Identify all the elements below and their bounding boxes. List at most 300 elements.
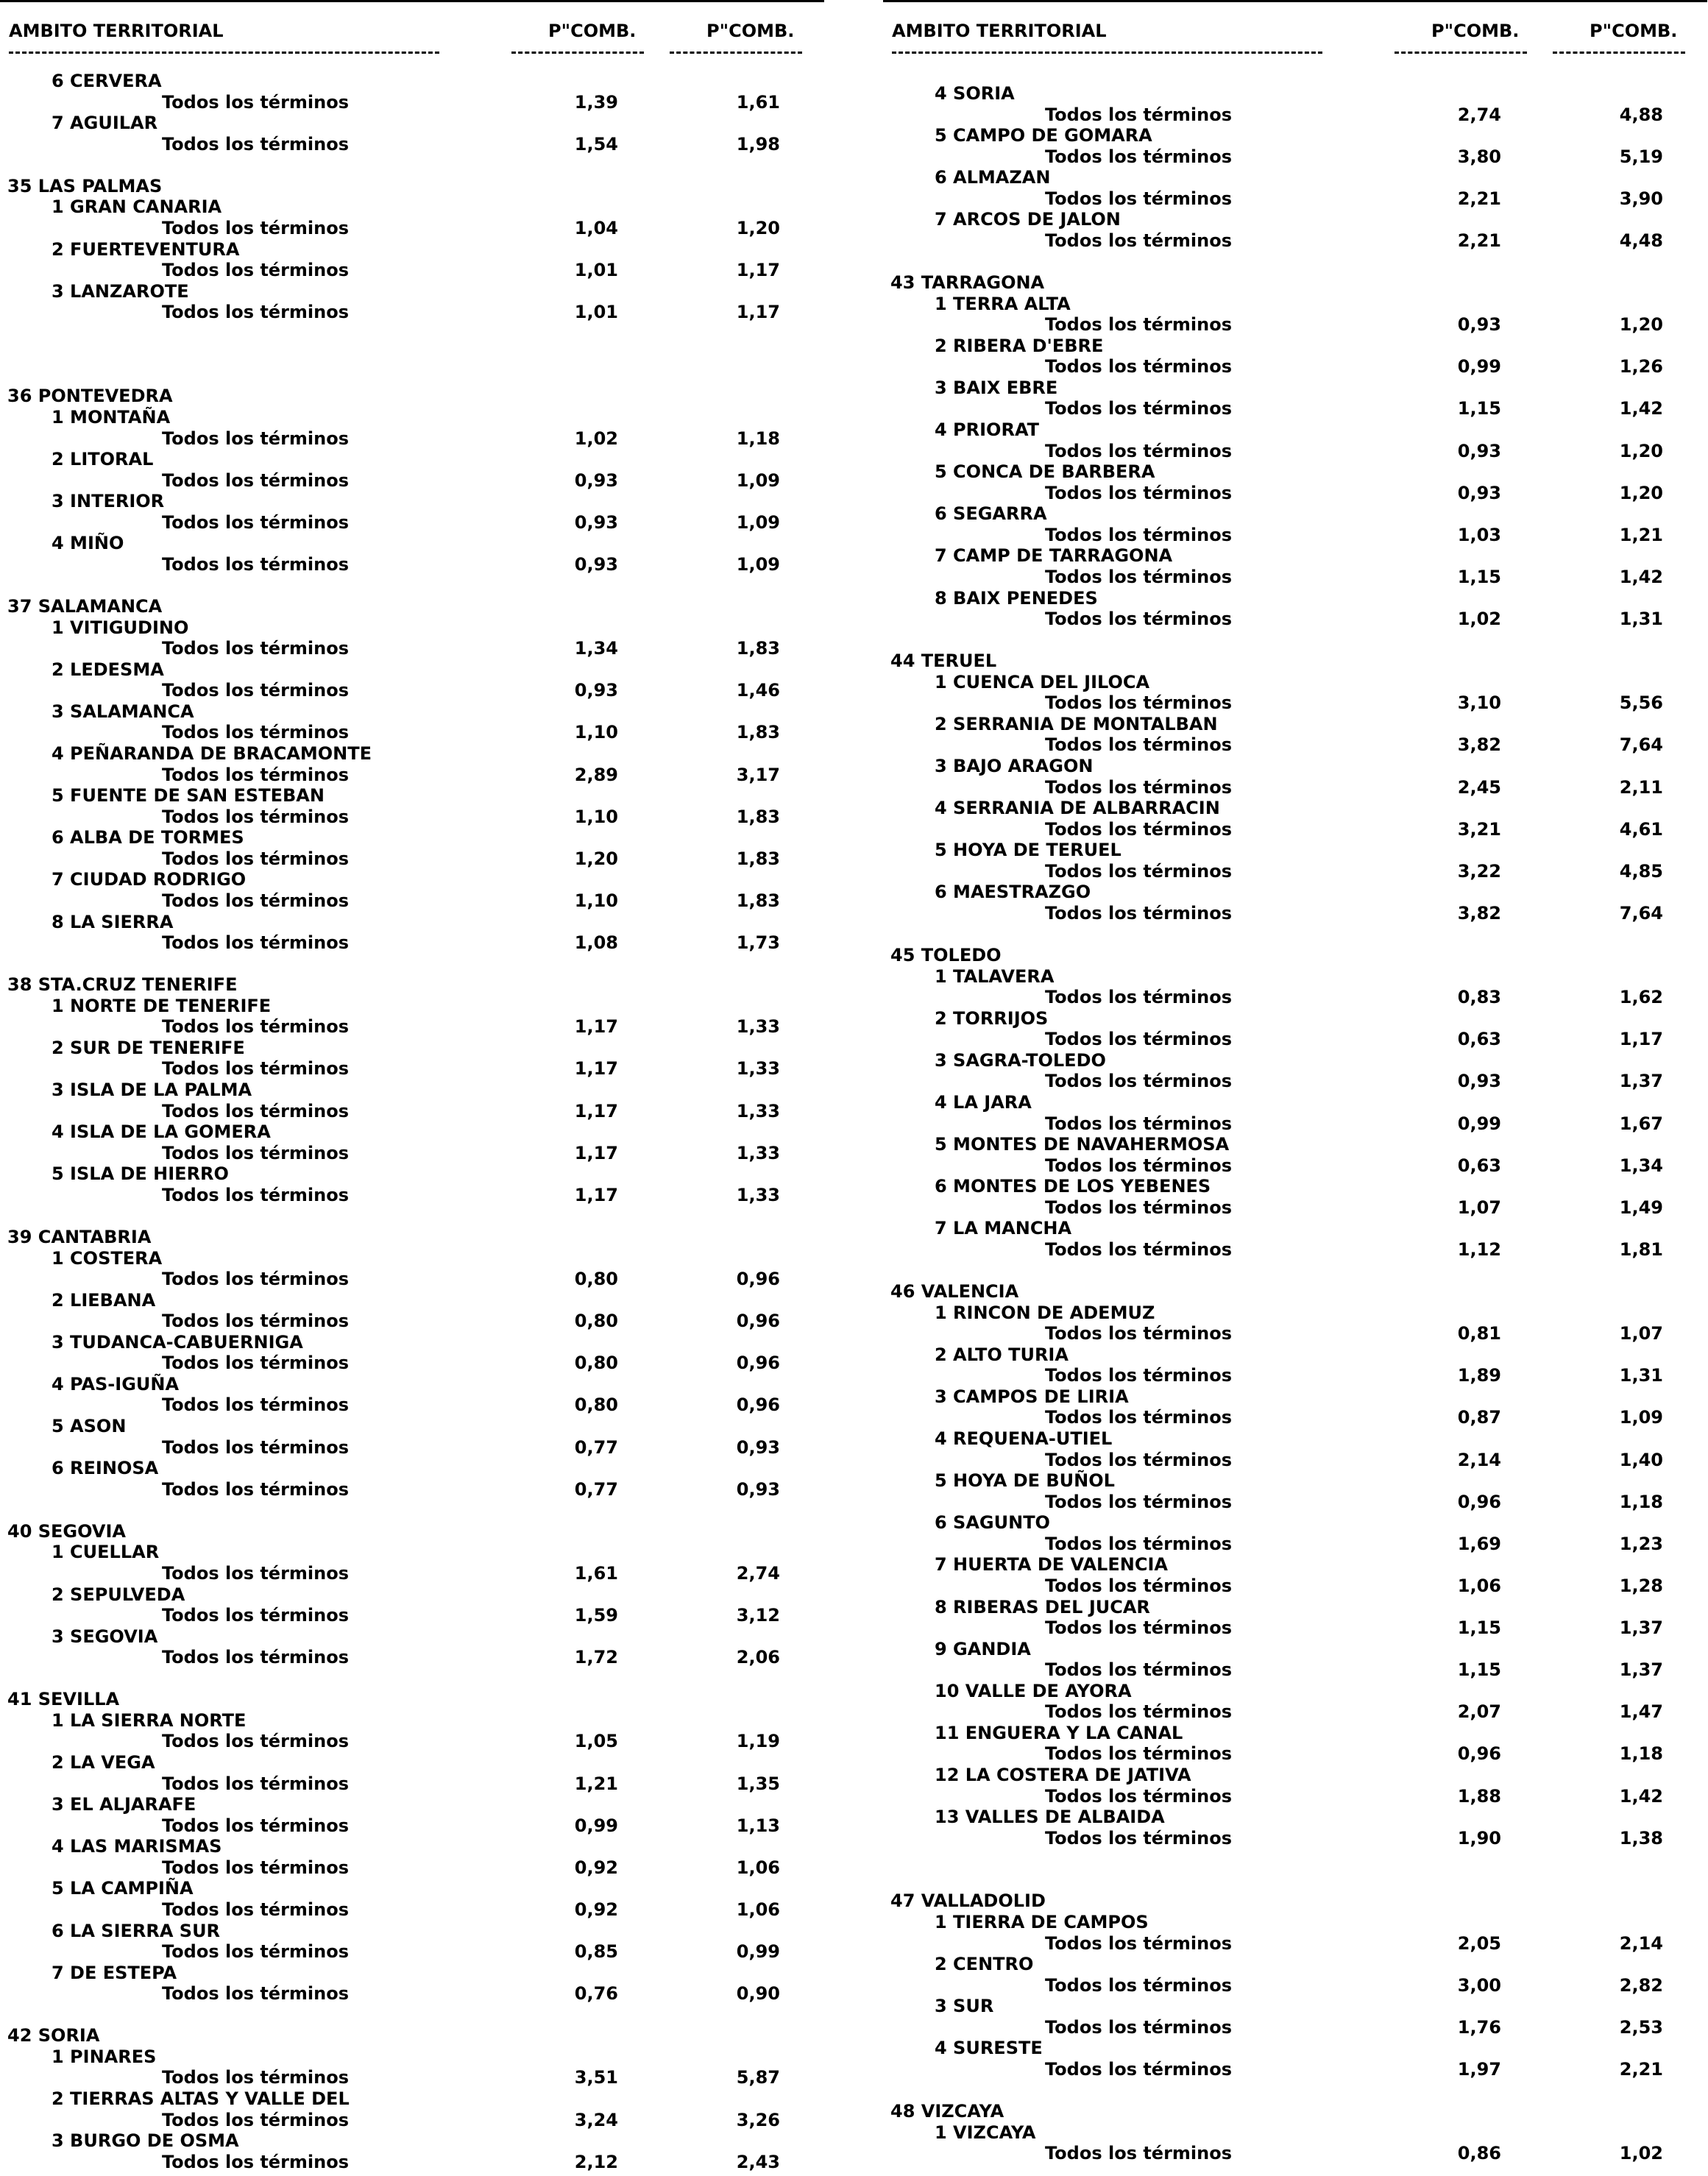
term-row — [0, 134, 824, 155]
term-row — [883, 609, 1707, 630]
pcomb-1-value: 0,81 — [1457, 1323, 1501, 1344]
comarca-row — [0, 1163, 824, 1185]
comarca-row — [0, 71, 824, 92]
term-row — [0, 807, 824, 828]
pcomb-1-value: 0,99 — [1457, 356, 1501, 378]
term-label: Todos los términos — [162, 1058, 350, 1080]
province-name: 42 SORIA — [7, 2025, 100, 2046]
term-row — [883, 1492, 1707, 1513]
header-ambito: AMBITO TERRITORIAL — [892, 21, 1107, 41]
term-label: Todos los términos — [1045, 734, 1233, 756]
pcomb-1-value: 1,17 — [574, 1016, 618, 1038]
comarca-row — [883, 209, 1707, 230]
comarca-row — [0, 1542, 824, 1563]
comarca-name: 1 TALAVERA — [935, 965, 1055, 987]
term-row — [0, 890, 824, 912]
comarca-name: 6 REINOSA — [52, 1458, 159, 1479]
pcomb-2-value: 1,20 — [736, 217, 780, 238]
term-row — [0, 1731, 824, 1752]
comarca-row — [0, 785, 824, 807]
term-label: Todos los términos — [162, 1269, 350, 1290]
comarca-row — [0, 1248, 824, 1269]
comarca-row — [883, 798, 1707, 819]
comarca-row — [0, 827, 824, 848]
header-dash-rule — [9, 52, 439, 54]
term-row — [883, 1701, 1707, 1723]
term-label: Todos los términos — [162, 1016, 350, 1038]
right-rows — [883, 83, 1707, 2164]
pcomb-1-value: 3,00 — [1457, 1974, 1501, 1996]
term-label: Todos los términos — [1045, 1659, 1233, 1681]
pcomb-2-value: 1,35 — [736, 1773, 780, 1794]
comarca-name: 6 CERVERA — [52, 71, 162, 91]
pcomb-1-value: 1,17 — [574, 1058, 618, 1080]
pcomb-2-value: 1,42 — [1619, 566, 1663, 587]
term-label: Todos los términos — [162, 133, 350, 155]
term-label: Todos los términos — [162, 1815, 350, 1836]
term-row — [0, 1058, 824, 1080]
term-row — [0, 932, 824, 954]
pcomb-1-value: 1,12 — [1457, 1238, 1501, 1260]
term-row — [0, 428, 824, 450]
spacer — [883, 1849, 1707, 1870]
comarca-name: 1 VIZCAYA — [935, 2122, 1036, 2143]
comarca-name: 4 SORIA — [935, 83, 1015, 104]
term-label: Todos los términos — [1045, 230, 1233, 251]
term-row — [0, 470, 824, 492]
spacer — [0, 323, 824, 344]
comarca-row — [883, 1639, 1707, 1660]
pcomb-1-value: 1,10 — [574, 890, 618, 911]
comarca-name: 5 CONCA DE BARBERA — [935, 461, 1155, 483]
term-label: Todos los términos — [162, 890, 350, 911]
comarca-row — [883, 588, 1707, 609]
comarca-name: 1 CUENCA DEL JILOCA — [935, 671, 1150, 692]
comarca-row — [883, 1386, 1707, 1408]
comarca-name: 1 COSTERA — [52, 1247, 163, 1269]
comarca-row — [883, 1428, 1707, 1450]
comarca-name: 3 SUR — [935, 1996, 994, 2017]
term-row — [0, 1353, 824, 1374]
term-row — [883, 692, 1707, 714]
comarca-row — [0, 533, 824, 554]
term-row — [883, 398, 1707, 419]
pcomb-1-value: 0,93 — [574, 511, 618, 533]
header-dash-rule — [511, 52, 644, 54]
comarca-name: 9 GANDIA — [935, 1638, 1031, 1659]
comarca-name: 7 LA MANCHA — [935, 1218, 1072, 1239]
province-name: 43 TARRAGONA — [890, 272, 1045, 294]
term-label: Todos los términos — [1045, 314, 1233, 336]
comarca-row — [0, 1710, 824, 1732]
pcomb-1-value: 2,89 — [574, 764, 618, 785]
left-rows — [0, 71, 824, 2172]
pcomb-2-value: 1,33 — [736, 1016, 780, 1038]
comarca-name: 5 MONTES DE NAVAHERMOSA — [935, 1134, 1230, 1155]
pcomb-2-value: 0,93 — [736, 1478, 780, 1500]
term-row — [883, 146, 1707, 168]
header-pcomb-2: P"COMB. — [706, 21, 795, 41]
comarca-row — [883, 167, 1707, 188]
pcomb-2-value: 0,96 — [736, 1394, 780, 1416]
pcomb-2-value: 3,90 — [1619, 188, 1663, 209]
spacer — [883, 2080, 1707, 2101]
pcomb-2-value: 3,17 — [736, 764, 780, 785]
term-label: Todos los términos — [1045, 1197, 1233, 1218]
province-row — [0, 176, 824, 197]
term-label: Todos los términos — [1045, 818, 1233, 840]
term-label: Todos los términos — [1045, 1701, 1233, 1723]
term-label: Todos los términos — [162, 1100, 350, 1121]
comarca-row — [883, 1807, 1707, 1828]
term-row — [0, 765, 824, 786]
term-label: Todos los términos — [162, 2151, 350, 2172]
comarca-name: 5 HOYA DE BUÑOL — [935, 1470, 1115, 1492]
term-row — [883, 987, 1707, 1008]
comarca-name: 6 SEGARRA — [935, 503, 1047, 525]
pcomb-2-value: 1,09 — [1619, 1407, 1663, 1428]
pcomb-1-value: 2,21 — [1457, 188, 1501, 209]
comarca-name: 3 ISLA DE LA PALMA — [52, 1080, 252, 1100]
comarca-row — [883, 419, 1707, 441]
term-row — [883, 1617, 1707, 1639]
comarca-name: 4 PAS-IGUÑA — [52, 1373, 180, 1394]
comarca-row — [883, 1470, 1707, 1492]
pcomb-1-value: 0,92 — [574, 1857, 618, 1878]
pcomb-2-value: 2,82 — [1619, 1974, 1663, 1996]
pcomb-2-value: 1,20 — [1619, 482, 1663, 503]
pcomb-1-value: 1,54 — [574, 133, 618, 155]
term-row — [883, 230, 1707, 252]
term-label: Todos los términos — [162, 1353, 350, 1374]
pcomb-1-value: 1,08 — [574, 932, 618, 954]
comarca-row — [883, 1765, 1707, 1786]
pcomb-1-value: 1,03 — [1457, 524, 1501, 545]
term-row — [883, 1576, 1707, 1597]
term-label: Todos los términos — [1045, 2058, 1233, 2080]
term-label: Todos los términos — [1045, 987, 1233, 1008]
term-row — [883, 2143, 1707, 2164]
province-name: 44 TERUEL — [890, 651, 997, 672]
comarca-name: 1 TERRA ALTA — [935, 293, 1071, 314]
comarca-name: 3 SEGOVIA — [52, 1626, 158, 1647]
pcomb-1-value: 1,17 — [574, 1142, 618, 1163]
pcomb-1-value: 0,92 — [574, 1899, 618, 1920]
comarca-name: 3 EL ALJARAFE — [52, 1794, 196, 1815]
pcomb-1-value: 0,63 — [1457, 1155, 1501, 1176]
pcomb-2-value: 1,28 — [1619, 1575, 1663, 1596]
pcomb-2-value: 1,47 — [1619, 1701, 1663, 1723]
spacer — [0, 575, 824, 597]
pcomb-1-value: 1,39 — [574, 91, 618, 113]
pcomb-2-value: 1,33 — [736, 1184, 780, 1205]
right-column — [883, 0, 1707, 2176]
term-row — [883, 861, 1707, 882]
pcomb-1-value: 1,34 — [574, 638, 618, 659]
pcomb-1-value: 0,85 — [574, 1941, 618, 1963]
pcomb-2-value: 1,02 — [1619, 2143, 1663, 2164]
province-name: 36 PONTEVEDRA — [7, 386, 173, 407]
comarca-row — [883, 714, 1707, 735]
pcomb-2-value: 1,09 — [736, 511, 780, 533]
pcomb-2-value: 3,12 — [736, 1605, 780, 1626]
comarca-name: 4 PEÑARANDA DE BRACAMONTE — [52, 743, 372, 764]
comarca-row — [0, 1332, 824, 1353]
pcomb-1-value: 1,20 — [574, 848, 618, 869]
term-label: Todos los términos — [162, 428, 350, 449]
term-label: Todos los términos — [162, 1773, 350, 1794]
comarca-row — [0, 1080, 824, 1101]
term-row — [883, 734, 1707, 756]
term-row — [0, 1143, 824, 1164]
province-name: 45 TOLEDO — [890, 945, 1002, 966]
spacer — [0, 155, 824, 176]
term-row — [883, 1975, 1707, 1996]
comarca-name: 1 CUELLAR — [52, 1542, 160, 1563]
spacer — [0, 1205, 824, 1227]
comarca-name: 3 SAGRA-TOLEDO — [935, 1049, 1106, 1071]
comarca-row — [0, 2088, 824, 2110]
term-row — [0, 512, 824, 534]
comarca-name: 6 ALMAZAN — [935, 167, 1051, 188]
comarca-row — [0, 1584, 824, 1606]
pcomb-1-value: 3,80 — [1457, 146, 1501, 167]
term-label: Todos los términos — [162, 764, 350, 785]
term-label: Todos los términos — [162, 1394, 350, 1416]
pcomb-1-value: 1,89 — [1457, 1365, 1501, 1386]
term-label: Todos los términos — [1045, 356, 1233, 378]
pcomb-1-value: 0,80 — [574, 1269, 618, 1290]
term-label: Todos los términos — [1045, 2016, 1233, 2038]
pcomb-2-value: 1,73 — [736, 932, 780, 954]
term-row — [0, 1563, 824, 1584]
pcomb-1-value: 1,17 — [574, 1100, 618, 1121]
spacer — [0, 365, 824, 386]
pcomb-2-value: 1,37 — [1619, 1617, 1663, 1639]
comarca-row — [883, 1723, 1707, 1744]
spacer — [883, 1261, 1707, 1282]
pcomb-2-value: 1,81 — [1619, 1238, 1663, 1260]
term-row — [883, 1239, 1707, 1261]
term-label: Todos los términos — [162, 932, 350, 954]
comarca-row — [0, 1038, 824, 1059]
pcomb-1-value: 2,12 — [574, 2151, 618, 2172]
pcomb-2-value: 1,42 — [1619, 398, 1663, 419]
comarca-name: 1 PINARES — [52, 2046, 157, 2067]
term-label: Todos los términos — [1045, 1617, 1233, 1639]
pcomb-2-value: 0,93 — [736, 1436, 780, 1458]
comarca-name: 13 VALLES DE ALBAIDA — [935, 1807, 1165, 1828]
pcomb-1-value: 0,83 — [1457, 987, 1501, 1008]
pcomb-2-value: 1,06 — [736, 1899, 780, 1920]
comarca-row — [0, 912, 824, 933]
term-row — [883, 356, 1707, 378]
province-name: 35 LAS PALMAS — [7, 175, 163, 196]
pcomb-2-value: 1,31 — [1619, 1365, 1663, 1386]
term-label: Todos los términos — [162, 1478, 350, 1500]
term-label: Todos los términos — [1045, 188, 1233, 209]
comarca-name: 12 LA COSTERA DE JATIVA — [935, 1765, 1191, 1785]
comarca-name: 1 GRAN CANARIA — [52, 196, 222, 218]
comarca-name: 4 MIÑO — [52, 533, 124, 554]
comarca-name: 4 PRIORAT — [935, 419, 1040, 440]
comarca-row — [883, 1092, 1707, 1113]
term-row — [0, 1185, 824, 1206]
comarca-name: 6 ALBA DE TORMES — [52, 827, 244, 848]
comarca-row — [883, 1008, 1707, 1029]
comarca-row — [883, 756, 1707, 777]
term-label: Todos los términos — [1045, 1974, 1233, 1996]
spacer — [883, 924, 1707, 946]
pcomb-1-value: 1,10 — [574, 722, 618, 743]
term-row — [883, 903, 1707, 924]
term-row — [883, 777, 1707, 798]
comarca-name: 2 FUERTEVENTURA — [52, 238, 240, 260]
term-row — [883, 441, 1707, 462]
pcomb-1-value: 0,80 — [574, 1394, 618, 1416]
comarca-row — [883, 840, 1707, 861]
pcomb-2-value: 1,13 — [736, 1815, 780, 1836]
comarca-name: 8 LA SIERRA — [52, 911, 174, 932]
comarca-row — [883, 1134, 1707, 1155]
pcomb-2-value: 2,06 — [736, 1647, 780, 1668]
term-label: Todos los términos — [162, 638, 350, 659]
comarca-name: 6 SAGUNTO — [935, 1512, 1050, 1534]
pcomb-2-value: 0,96 — [736, 1269, 780, 1290]
pcomb-2-value: 1,61 — [736, 91, 780, 113]
term-label: Todos los términos — [1045, 1827, 1233, 1849]
pcomb-1-value: 0,99 — [574, 1815, 618, 1836]
spacer — [883, 1870, 1707, 1891]
comarca-row — [883, 1218, 1707, 1239]
comarca-name: 7 CAMP DE TARRAGONA — [935, 545, 1173, 567]
pcomb-2-value: 1,67 — [1619, 1113, 1663, 1134]
pcomb-1-value: 0,93 — [1457, 1071, 1501, 1092]
comarca-name: 5 HOYA DE TERUEL — [935, 840, 1121, 861]
pcomb-2-value: 4,88 — [1619, 104, 1663, 125]
pcomb-2-value: 1,83 — [736, 848, 780, 869]
pcomb-2-value: 1,33 — [736, 1100, 780, 1121]
comarca-row — [883, 1554, 1707, 1576]
pcomb-1-value: 1,15 — [1457, 1659, 1501, 1681]
comarca-row — [0, 1921, 824, 1942]
comarca-row — [883, 1050, 1707, 1071]
term-label: Todos los términos — [1045, 860, 1233, 882]
comarca-name: 8 RIBERAS DEL JUCAR — [935, 1596, 1150, 1617]
term-label: Todos los términos — [1045, 440, 1233, 461]
pcomb-1-value: 0,93 — [574, 553, 618, 575]
pcomb-1-value: 1,59 — [574, 1605, 618, 1626]
term-row — [883, 1743, 1707, 1765]
pcomb-2-value: 1,09 — [736, 469, 780, 491]
term-label: Todos los términos — [1045, 1238, 1233, 1260]
term-label: Todos los términos — [1045, 1365, 1233, 1386]
province-row — [0, 974, 824, 996]
comarca-row — [0, 617, 824, 639]
term-label: Todos los términos — [1045, 1449, 1233, 1470]
term-label: Todos los términos — [1045, 398, 1233, 419]
term-row — [0, 1605, 824, 1626]
term-label: Todos los términos — [162, 1436, 350, 1458]
pcomb-2-value: 0,99 — [736, 1941, 780, 1963]
comarca-name: 1 NORTE DE TENERIFE — [52, 995, 272, 1016]
comarca-name: 5 FUENTE DE SAN ESTEBAN — [52, 785, 325, 807]
pcomb-2-value: 1,42 — [1619, 1785, 1663, 1807]
comarca-row — [883, 461, 1707, 483]
pcomb-2-value: 1,38 — [1619, 1827, 1663, 1849]
term-label: Todos los términos — [162, 1311, 350, 1332]
term-row — [883, 483, 1707, 504]
term-label: Todos los términos — [162, 1857, 350, 1878]
term-row — [883, 1113, 1707, 1135]
province-name: 40 SEGOVIA — [7, 1520, 126, 1542]
comarca-name: 2 TIERRAS ALTAS Y VALLE DEL — [52, 2088, 350, 2109]
comarca-row — [883, 378, 1707, 399]
pcomb-1-value: 1,69 — [1457, 1533, 1501, 1554]
term-label: Todos los términos — [162, 1983, 350, 2005]
term-row — [0, 1016, 824, 1038]
term-label: Todos los términos — [1045, 1575, 1233, 1596]
term-row — [0, 1899, 824, 1921]
pcomb-2-value: 1,18 — [1619, 1491, 1663, 1512]
term-row — [883, 1659, 1707, 1681]
comarca-row — [883, 1344, 1707, 1366]
comarca-name: 7 DE ESTEPA — [52, 1962, 177, 1983]
province-name: 46 VALENCIA — [890, 1281, 1019, 1303]
term-row — [0, 638, 824, 659]
header-dash-rule — [1395, 52, 1527, 54]
term-label: Todos los términos — [162, 469, 350, 491]
spacer — [0, 1668, 824, 1690]
comarca-name: 6 MONTES DE LOS YEBENES — [935, 1176, 1211, 1197]
pcomb-1-value: 3,21 — [1457, 818, 1501, 840]
pcomb-1-value: 1,04 — [574, 217, 618, 238]
term-label: Todos los términos — [162, 1184, 350, 1205]
term-row — [0, 1311, 824, 1332]
comarca-row — [0, 1374, 824, 1395]
pcomb-2-value: 1,23 — [1619, 1533, 1663, 1554]
pcomb-2-value: 0,90 — [736, 1983, 780, 2005]
spacer — [0, 2005, 824, 2026]
comarca-row — [0, 1752, 824, 1773]
pcomb-2-value: 0,96 — [736, 1311, 780, 1332]
pcomb-2-value: 1,62 — [1619, 987, 1663, 1008]
term-label: Todos los términos — [1045, 1743, 1233, 1765]
comarca-name: 7 CIUDAD RODRIGO — [52, 869, 247, 890]
comarca-row — [0, 449, 824, 470]
pcomb-1-value: 0,96 — [1457, 1743, 1501, 1765]
pcomb-2-value: 1,37 — [1619, 1071, 1663, 1092]
term-label: Todos los términos — [162, 2067, 350, 2088]
province-row — [883, 2101, 1707, 2122]
comarca-row — [883, 2122, 1707, 2144]
term-row — [0, 1437, 824, 1459]
term-row — [883, 1933, 1707, 1954]
province-name: 41 SEVILLA — [7, 1689, 120, 1710]
pcomb-2-value: 1,98 — [736, 133, 780, 155]
pcomb-2-value: 1,83 — [736, 806, 780, 827]
term-label: Todos los términos — [1045, 2143, 1233, 2164]
pcomb-1-value: 3,82 — [1457, 734, 1501, 756]
header-ambito: AMBITO TERRITORIAL — [9, 21, 224, 41]
comarca-row — [883, 1681, 1707, 1702]
province-row — [0, 1227, 824, 1248]
term-row — [0, 1941, 824, 1963]
province-name: 37 SALAMANCA — [7, 596, 163, 617]
term-label: Todos los términos — [1045, 482, 1233, 503]
comarca-row — [0, 869, 824, 890]
spacer — [883, 630, 1707, 651]
